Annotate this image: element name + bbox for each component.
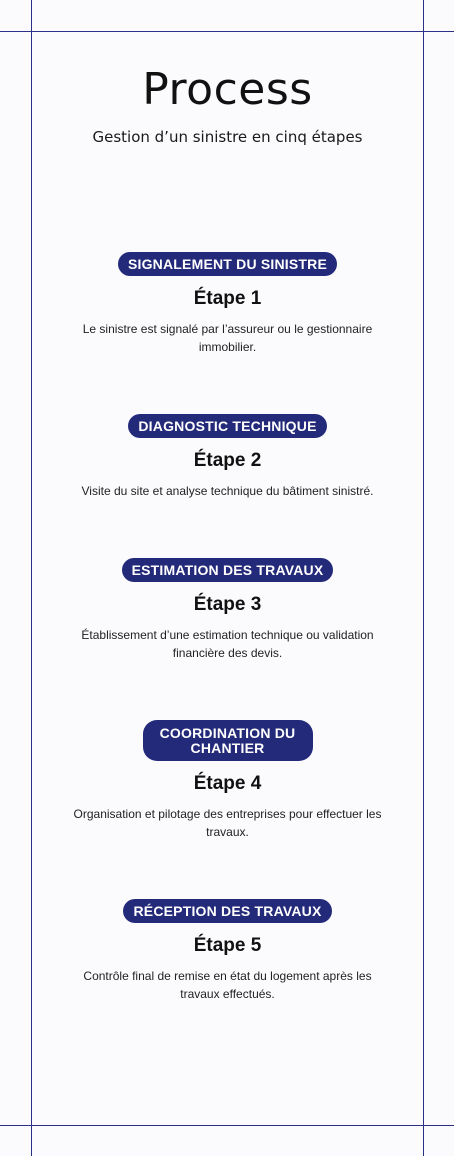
step-badge: SIGNALEMENT DU SINISTRE (118, 252, 337, 276)
step-badge: COORDINATION DU CHANTIER (143, 720, 313, 761)
step-badge: ESTIMATION DES TRAVAUX (122, 558, 334, 582)
step-title: Étape 4 (193, 773, 262, 794)
step-title: Étape 3 (193, 594, 262, 615)
step-title: Étape 5 (193, 935, 262, 956)
guide-line-bottom (0, 1125, 454, 1126)
step-badge: DIAGNOSTIC TECHNIQUE (128, 414, 326, 438)
step-3 (32, 558, 423, 662)
step-description: Établissement d’une estimation technique ou validation financière des devis. (81, 628, 374, 660)
step-description: Contrôle final de remise en état du logement après les travaux effectués. (83, 969, 372, 1001)
step-badge: RÉCEPTION DES TRAVAUX (123, 899, 331, 923)
steps-list (32, 252, 423, 1061)
page-subtitle: Gestion d’un sinistre en cinq étapes (92, 128, 363, 146)
page-title: Process (142, 64, 313, 115)
step-2 (32, 414, 423, 500)
step-description: Le sinistre est signalé par l’assureur ou le gestionnaire immobilier. (82, 322, 373, 354)
step-description: Visite du site et analyse technique du bâtiment sinistré. (81, 484, 374, 498)
header (32, 62, 423, 148)
step-title: Étape 2 (193, 450, 262, 471)
step-1 (32, 252, 423, 356)
step-4 (32, 720, 423, 841)
step-5 (32, 899, 423, 1003)
guide-line-top (0, 31, 454, 32)
step-title: Étape 1 (193, 288, 262, 309)
step-description: Organisation et pilotage des entreprises pour effectuer les travaux. (73, 807, 382, 839)
guide-line-right (423, 0, 424, 1156)
